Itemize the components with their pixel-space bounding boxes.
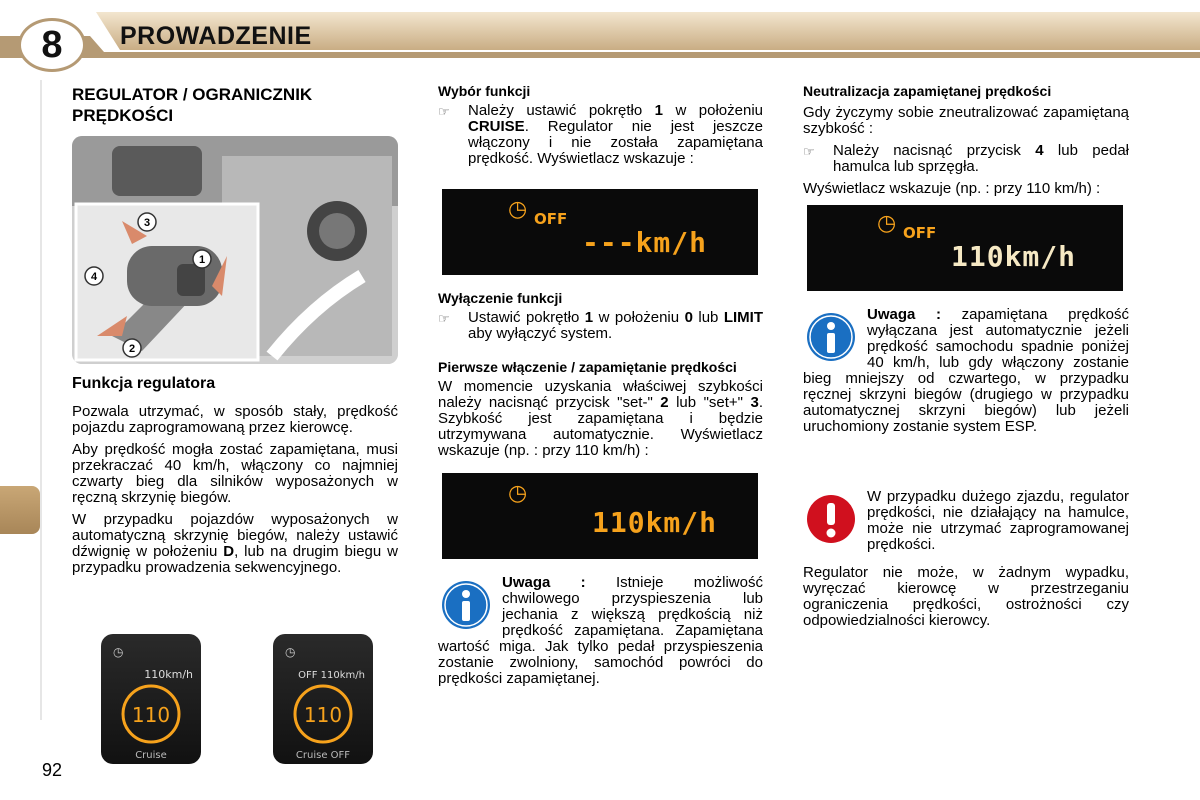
callout-4: 4 <box>90 271 98 283</box>
cruise-control-icon: ◷ <box>877 210 897 235</box>
note-label: Uwaga : <box>867 306 941 323</box>
dial2-label: Cruise OFF <box>295 750 351 761</box>
cruise-off-dial-display <box>273 634 373 764</box>
warning-downhill <box>803 489 1129 553</box>
regulator-function-subhead: Funkcja regulatora <box>72 375 216 392</box>
paragraph-automatic: W przypadku pojazdów wyposażonych w automatyczną skrzynię biegów, należy ustawić dźwignię w położeniu D, lub na drugim biegu w przypadku prowadzenia sekwencyjnego. <box>72 511 399 576</box>
section-title <box>72 84 398 126</box>
pointing-hand-icon: ☞ <box>438 104 450 119</box>
function-off-heading: Wyłączenie funkcji <box>438 290 563 306</box>
column-middle <box>438 84 763 693</box>
callout-1: 1 <box>198 254 206 266</box>
paragraph-responsibility: Regulator nie może, w żadnym wypadku, wyręczać kierowcę w przestrzeganiu ograniczenia prędkości, ostrożności czy odpowiedzialności kierowcy. <box>803 564 1129 629</box>
display-speed-110 <box>442 473 758 559</box>
bullet-neutralize: ☞ Należy nacisnąć przycisk 4 lub pedał hamulca lub sprzęgła. <box>803 142 1129 175</box>
note-acceleration: Uwaga : Istnieje możliwość chwilowego przyspieszenia lub jechania z większą prędkością niż prędkość zapamiętana. Zapamiętana wartość miga. Jak tylko pedał przyspieszenia zostanie zwolniony, samochód powróci do prędkości zapamiętanej. <box>438 574 763 687</box>
paragraph-conditions: Aby prędkość mogła zostać zapamiętana, musi przekraczać 40 km/h, włączony co najmniej czwarty bieg dla silników wyposażonych w ręczną skrzynię biegów. <box>72 441 398 506</box>
callout-3: 3 <box>143 217 151 229</box>
callout-2: 2 <box>128 343 136 355</box>
dial1-top-readout: 110km/h <box>144 668 193 681</box>
info-icon <box>440 579 492 631</box>
dial1-center-value: 110 <box>131 703 171 727</box>
column-right <box>803 84 1129 635</box>
paragraph-first-activation: W momencie uzyskania właściwej szybkości należy nacisnąć przycisk "set-" 2 lub "set+" 3. Szybkość jest zapamiętana i będzie utrzymywana automatycznie. Wyświetlacz wskazuje (np. : przy 110 km/h) : <box>438 378 763 459</box>
cruise-control-icon: ◷ <box>285 645 296 659</box>
section-title-line1: REGULATOR / OGRANICZNIK <box>72 85 313 104</box>
cruise-control-icon: ◷ <box>113 645 124 659</box>
info-icon <box>805 311 857 363</box>
column-left <box>72 84 398 582</box>
display-off-110 <box>807 205 1123 291</box>
pointing-hand-icon: ☞ <box>438 311 450 326</box>
section-title-line2: PRĘDKOŚCI <box>72 106 174 125</box>
display1-speed: ---km/h <box>582 226 708 259</box>
dial1-label: Cruise <box>135 750 167 761</box>
cruise-dial-display <box>101 634 201 764</box>
steering-stalk-illustration <box>72 136 398 364</box>
chapter-title: PROWADZENIE <box>120 22 312 50</box>
warning-icon <box>805 493 857 545</box>
dial2-top-readout: OFF 110km/h <box>298 670 365 681</box>
display2-speed: 110km/h <box>592 506 718 539</box>
paragraph-neutralize: Gdy życzymy sobie zneutralizować zapamiętaną szybkość : <box>803 104 1129 137</box>
page-number: 92 <box>42 760 63 780</box>
chapter-number-badge: 8 <box>18 18 86 72</box>
bullet-select: ☞ Należy ustawić pokrętło 1 w położeniu CRUISE. Regulator nie jest jeszcze włączony i nie została zapamiętana prędkość. Wyświetlacz wskazuje : <box>438 102 763 167</box>
dial2-center-value: 110 <box>303 703 343 727</box>
display1-status: OFF <box>534 210 568 228</box>
display-off-no-speed <box>442 189 758 275</box>
chapter-side-tab <box>0 486 40 534</box>
function-select-heading: Wybór funkcji <box>438 83 531 99</box>
first-activation-heading: Pierwsze włączenie / zapamiętanie prędkości <box>438 359 737 375</box>
note-label: Uwaga : <box>502 574 586 591</box>
display3-status: OFF <box>903 224 937 242</box>
neutralize-heading: Neutralizacja zapamiętanej prędkości <box>803 83 1052 99</box>
cruise-control-icon: ◷ <box>508 480 528 505</box>
paragraph-purpose: Pozwala utrzymać, w sposób stały, prędkość pojazdu zaprogramowaną przez kierowcę. <box>72 403 398 436</box>
display3-speed: 110km/h <box>951 240 1077 273</box>
warning-text: W przypadku dużego zjazdu, regulator prędkości, nie działający na hamulce, może nie utrzymać zaprogramowanej prędkości. <box>867 488 1129 553</box>
cruise-control-icon: ◷ <box>508 196 528 221</box>
side-tab-strip <box>16 80 42 720</box>
pointing-hand-icon: ☞ <box>803 144 815 159</box>
note-auto-off: Uwaga : zapamiętana prędkość wyłączana jest automatycznie jeżeli prędkość samochodu spadnie poniżej 40 km/h, lub gdy włączony zostanie bieg mniejszy od czwartego, w przypadku ręcznej skrzyni biegów (drugiego w przypadku automatycznej skrzyni biegów) lub jeżeli uruchomiony zostanie system ESP. <box>803 306 1130 435</box>
bullet-off: ☞ Ustawić pokrętło 1 w położeniu 0 lub LIMIT aby wyłączyć system. <box>438 309 763 342</box>
paragraph-display-intro: Wyświetlacz wskazuje (np. : przy 110 km/h) : <box>803 180 1101 197</box>
